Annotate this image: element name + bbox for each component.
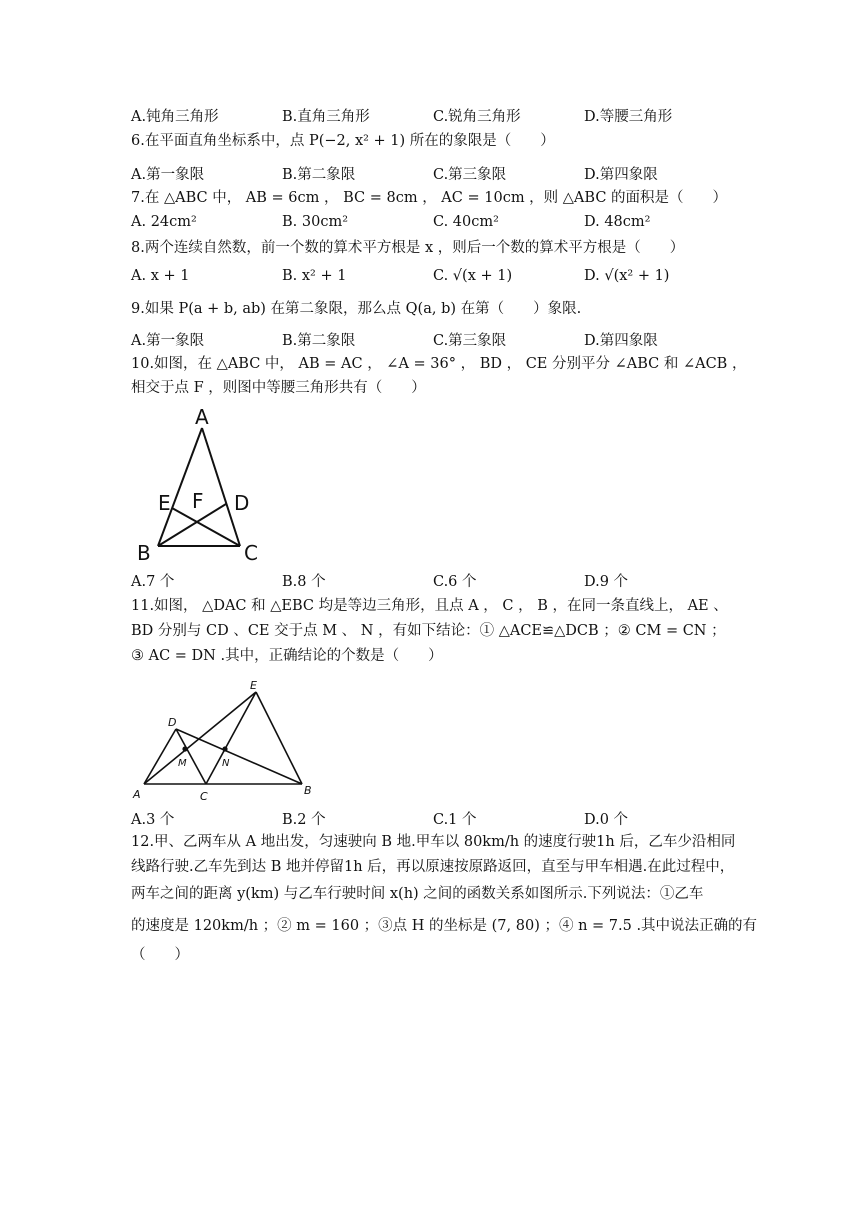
q10-label-f: F <box>192 489 204 513</box>
q10-option-b[interactable]: B.8 个 <box>282 574 326 590</box>
q8-option-d[interactable]: D. √(x² + 1) <box>584 268 670 284</box>
q8-option-a[interactable]: A. x + 1 <box>131 268 190 284</box>
q8-stem: 8.两个连续自然数，前一个数的算术平方根是 x ，则后一个数的算术平方根是（ ） <box>131 240 685 256</box>
q8-option-c[interactable]: C. √(x + 1) <box>433 268 513 284</box>
q11-equilateral-figure <box>130 676 325 806</box>
q10-stem-line2: 相交于点 F ，则图中等腰三角形共有（ ） <box>131 380 426 396</box>
q11-label-m: M <box>178 758 187 769</box>
q7-option-c[interactable]: C. 40cm² <box>433 214 499 230</box>
q12-stem-line4: 的速度是 120km/h ；② m = 160 ；③点 H 的坐标是 (7, 80) ；④ n = 7.5 .其中说法正确的有 <box>131 918 758 934</box>
q12-stem-line5: （ ） <box>131 947 189 963</box>
q6-stem: 6.在平面直角坐标系中，点 P(−2, x² + 1) 所在的象限是（ ） <box>131 133 555 149</box>
q5-option-c[interactable]: C.锐角三角形 <box>433 109 521 125</box>
q11-label-n: N <box>222 758 230 769</box>
q10-option-c[interactable]: C.6 个 <box>433 574 477 590</box>
q11-option-a[interactable]: A.3 个 <box>131 812 175 828</box>
q9-option-a[interactable]: A.第一象限 <box>131 333 205 349</box>
q6-option-b[interactable]: B.第二象限 <box>282 167 356 183</box>
q12-stem-line1: 12.甲、乙两车从 A 地出发，匀速驶向 B 地.甲车以 80km/h 的速度行驶1h 后，乙车少沿相同 <box>131 834 736 850</box>
q11-label-a: A <box>133 788 141 801</box>
q11-label-d: D <box>168 716 177 729</box>
q10-stem-line1: 10.如图，在 △ABC 中， AB = AC ， ∠A = 36° ， BD ， CE 分别平分 ∠ABC 和 ∠ACB ， <box>131 356 747 372</box>
q11-options <box>131 808 731 828</box>
q12-stem-line2: 线路行驶.乙车先到达 B 地并停留1h 后，再以原速按原路返回，直至与甲车相遇.在此过程中， <box>131 859 735 875</box>
q11-option-b[interactable]: B.2 个 <box>282 812 326 828</box>
q8-options <box>131 268 731 288</box>
q9-options <box>131 329 731 349</box>
q11-label-e: E <box>250 679 257 692</box>
q10-label-b: B <box>137 541 151 565</box>
q10-figure-lines <box>158 428 240 546</box>
q10-label-a: A <box>195 405 209 429</box>
q11-stem-line3: ③ AC = DN .其中，正确结论的个数是（ ） <box>131 648 443 664</box>
q6-option-a[interactable]: A.第一象限 <box>131 167 205 183</box>
q7-option-b[interactable]: B. 30cm² <box>282 214 349 230</box>
q11-figure-lines <box>144 692 302 784</box>
q6-options <box>131 163 731 183</box>
q11-option-c[interactable]: C.1 个 <box>433 812 477 828</box>
q12-stem-line3: 两车之间的距离 y(km) 与乙车行驶时间 x(h) 之间的函数关系如图所示.下列说法：①乙车 <box>131 886 704 902</box>
q11-point-m <box>182 746 187 751</box>
q7-option-d[interactable]: D. 48cm² <box>584 214 651 230</box>
q7-stem: 7.在 △ABC 中， AB = 6cm ， BC = 8cm ， AC = 10cm ，则 △ABC 的面积是（ ） <box>131 190 728 206</box>
q6-option-d[interactable]: D.第四象限 <box>584 167 658 183</box>
q9-option-d[interactable]: D.第四象限 <box>584 333 658 349</box>
q10-options <box>131 570 731 590</box>
q11-stem-line1: 11.如图， △DAC 和 △EBC 均是等边三角形，且点 A ， C ， B ，在同一条直线上， AE 、 <box>131 598 728 614</box>
q8-option-b[interactable]: B. x² + 1 <box>282 268 347 284</box>
q5-options <box>131 105 731 125</box>
q9-stem: 9.如果 P(a + b, ab) 在第二象限，那么点 Q(a, b) 在第（ ）象限. <box>131 301 582 317</box>
q10-option-d[interactable]: D.9 个 <box>584 574 629 590</box>
q11-label-c: C <box>200 790 208 803</box>
q10-triangle-figure <box>128 400 278 570</box>
q9-option-c[interactable]: C.第三象限 <box>433 333 507 349</box>
q5-option-b[interactable]: B.直角三角形 <box>282 109 370 125</box>
q6-option-c[interactable]: C.第三象限 <box>433 167 507 183</box>
q11-label-b: B <box>304 784 312 797</box>
q10-label-c: C <box>244 541 258 565</box>
q10-option-a[interactable]: A.7 个 <box>131 574 175 590</box>
q11-point-n <box>222 746 227 751</box>
q11-option-d[interactable]: D.0 个 <box>584 812 629 828</box>
q5-option-d[interactable]: D.等腰三角形 <box>584 109 673 125</box>
q7-option-a[interactable]: A. 24cm² <box>131 214 197 230</box>
q5-option-a[interactable]: A.钝角三角形 <box>131 109 219 125</box>
q10-label-e: E <box>158 491 171 515</box>
q9-option-b[interactable]: B.第二象限 <box>282 333 356 349</box>
q10-label-d: D <box>234 491 250 515</box>
q7-options <box>131 214 731 234</box>
q11-stem-line2: BD 分别与 CD 、CE 交于点 M 、 N ，有如下结论：① △ACE≌△DCB ；② CM = CN ； <box>131 623 726 639</box>
